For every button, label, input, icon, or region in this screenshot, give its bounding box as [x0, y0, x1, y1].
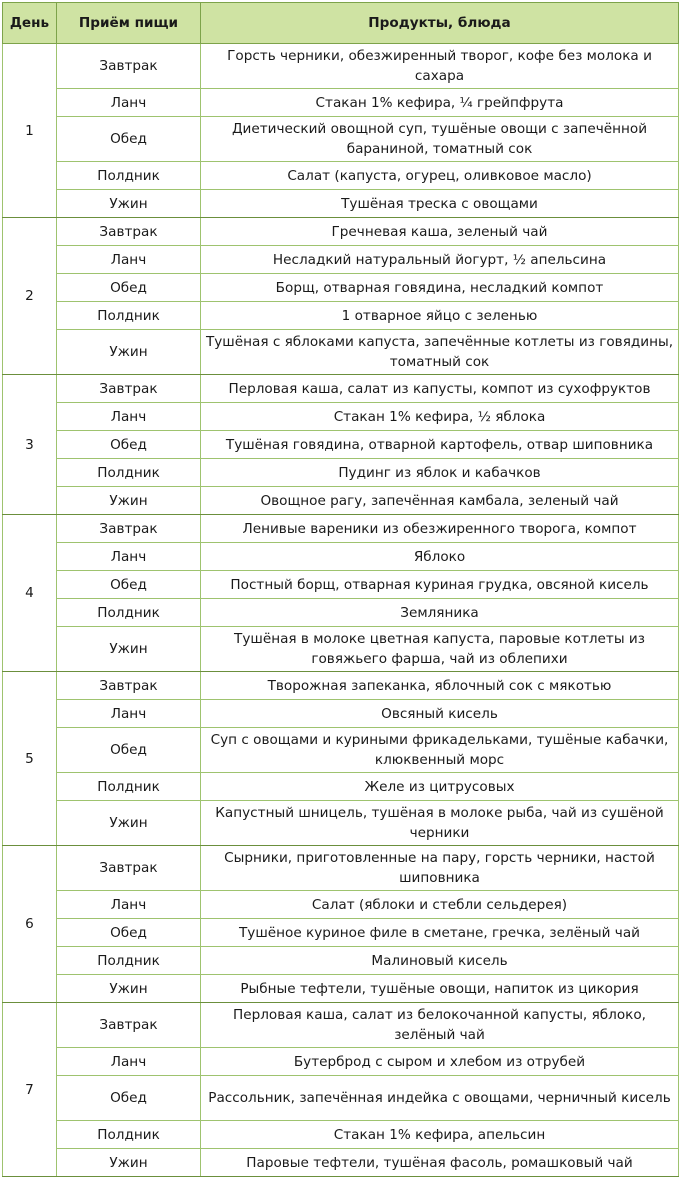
- meal-row: [3, 218, 679, 246]
- meal-row: [3, 1149, 679, 1177]
- meal-food: Рассольник, запечённая индейка с овощами, черничный кисель: [201, 1076, 679, 1121]
- day-number: 2: [3, 218, 57, 375]
- meal-food: Тушёная в молоке цветная капуста, паровые котлеты из говяжьего фарша, чай из облепихи: [201, 627, 679, 672]
- meal-row: [3, 947, 679, 975]
- meal-food: Суп с овощами и куриными фрикадельками, тушёные кабачки, клюквенный морс: [201, 728, 679, 773]
- header-food: Продукты, блюда: [201, 3, 679, 44]
- meal-row: [3, 975, 679, 1003]
- meal-row: [3, 773, 679, 801]
- meal-name: Ланч: [57, 1048, 201, 1076]
- meal-row: [3, 515, 679, 543]
- meal-name: Полдник: [57, 302, 201, 330]
- meal-food: Ленивые вареники из обезжиренного творога, компот: [201, 515, 679, 543]
- meal-food: Гречневая каша, зеленый чай: [201, 218, 679, 246]
- meal-name: Ланч: [57, 246, 201, 274]
- meal-food: Салат (яблоки и стебли сельдерея): [201, 891, 679, 919]
- meal-food: Несладкий натуральный йогурт, ½ апельсина: [201, 246, 679, 274]
- meal-row: [3, 487, 679, 515]
- meal-food: Горсть черники, обезжиренный творог, кофе без молока и сахара: [201, 44, 679, 89]
- meal-name: Полдник: [57, 162, 201, 190]
- meal-food: Тушёная с яблоками капуста, запечённые котлеты из говядины, томатный сок: [201, 330, 679, 375]
- meal-name: Ужин: [57, 975, 201, 1003]
- day-number: 1: [3, 44, 57, 218]
- meal-name: Завтрак: [57, 672, 201, 700]
- meal-food: Овощное рагу, запечённая камбала, зеленый чай: [201, 487, 679, 515]
- meal-name: Завтрак: [57, 44, 201, 89]
- meal-name: Обед: [57, 117, 201, 162]
- meal-food: Земляника: [201, 599, 679, 627]
- meal-name: Ланч: [57, 700, 201, 728]
- weekly-menu-table: [2, 2, 679, 1177]
- meal-food: Борщ, отварная говядина, несладкий компот: [201, 274, 679, 302]
- day-number: 3: [3, 375, 57, 515]
- meal-food: Стакан 1% кефира, апельсин: [201, 1121, 679, 1149]
- meal-row: [3, 403, 679, 431]
- meal-food: Стакан 1% кефира, ½ яблока: [201, 403, 679, 431]
- meal-name: Полдник: [57, 599, 201, 627]
- meal-row: [3, 162, 679, 190]
- meal-food: Малиновый кисель: [201, 947, 679, 975]
- meal-food: Диетический овощной суп, тушёные овощи с запечённой бараниной, томатный сок: [201, 117, 679, 162]
- meal-food: Тушёная говядина, отварной картофель, отвар шиповника: [201, 431, 679, 459]
- meal-row: [3, 246, 679, 274]
- meal-row: [3, 330, 679, 375]
- meal-food: Творожная запеканка, яблочный сок с мякотью: [201, 672, 679, 700]
- meal-food: Овсяный кисель: [201, 700, 679, 728]
- meal-row: [3, 1003, 679, 1048]
- meal-name: Обед: [57, 919, 201, 947]
- meal-name: Ужин: [57, 190, 201, 218]
- day-number: 5: [3, 672, 57, 846]
- meal-food: Капустный шницель, тушёная в молоке рыба, чай из сушёной черники: [201, 801, 679, 846]
- meal-name: Ужин: [57, 330, 201, 375]
- day-number: 4: [3, 515, 57, 672]
- meal-name: Обед: [57, 728, 201, 773]
- meal-row: [3, 891, 679, 919]
- meal-name: Полдник: [57, 947, 201, 975]
- meal-row: [3, 190, 679, 218]
- meal-name: Ужин: [57, 487, 201, 515]
- meal-row: [3, 375, 679, 403]
- meal-food: Стакан 1% кефира, ¼ грейпфрута: [201, 89, 679, 117]
- meal-name: Ужин: [57, 627, 201, 672]
- header-meal: Приём пищи: [57, 3, 201, 44]
- meal-row: [3, 543, 679, 571]
- meal-row: [3, 1121, 679, 1149]
- meal-name: Завтрак: [57, 1003, 201, 1048]
- menu-body: [3, 44, 679, 1177]
- meal-food: Пудинг из яблок и кабачков: [201, 459, 679, 487]
- meal-row: [3, 700, 679, 728]
- meal-food: Тушёное куриное филе в сметане, гречка, зелёный чай: [201, 919, 679, 947]
- meal-food: Салат (капуста, огурец, оливковое масло): [201, 162, 679, 190]
- meal-row: [3, 1076, 679, 1121]
- meal-food: 1 отварное яйцо с зеленью: [201, 302, 679, 330]
- meal-name: Обед: [57, 571, 201, 599]
- meal-row: [3, 1048, 679, 1076]
- meal-food: Яблоко: [201, 543, 679, 571]
- meal-name: Ланч: [57, 403, 201, 431]
- meal-name: Ланч: [57, 891, 201, 919]
- header-day: День: [3, 3, 57, 44]
- meal-name: Ланч: [57, 543, 201, 571]
- meal-name: Ужин: [57, 1149, 201, 1177]
- meal-row: [3, 44, 679, 89]
- meal-name: Завтрак: [57, 375, 201, 403]
- meal-name: Завтрак: [57, 515, 201, 543]
- meal-row: [3, 627, 679, 672]
- meal-name: Ланч: [57, 89, 201, 117]
- meal-food: Перловая каша, салат из белокочанной капусты, яблоко, зелёный чай: [201, 1003, 679, 1048]
- meal-name: Полдник: [57, 459, 201, 487]
- meal-food: Тушёная треска с овощами: [201, 190, 679, 218]
- header-row: [3, 3, 679, 44]
- meal-name: Обед: [57, 1076, 201, 1121]
- meal-row: [3, 599, 679, 627]
- meal-food: Рыбные тефтели, тушёные овощи, напиток из цикория: [201, 975, 679, 1003]
- meal-name: Обед: [57, 431, 201, 459]
- meal-row: [3, 919, 679, 947]
- meal-food: Постный борщ, отварная куриная грудка, овсяной кисель: [201, 571, 679, 599]
- meal-row: [3, 846, 679, 891]
- meal-name: Полдник: [57, 773, 201, 801]
- meal-food: Перловая каша, салат из капусты, компот из сухофруктов: [201, 375, 679, 403]
- meal-name: Полдник: [57, 1121, 201, 1149]
- meal-food: Паровые тефтели, тушёная фасоль, ромашковый чай: [201, 1149, 679, 1177]
- meal-row: [3, 801, 679, 846]
- meal-name: Обед: [57, 274, 201, 302]
- meal-row: [3, 571, 679, 599]
- meal-row: [3, 274, 679, 302]
- meal-row: [3, 459, 679, 487]
- meal-food: Желе из цитрусовых: [201, 773, 679, 801]
- meal-row: [3, 728, 679, 773]
- meal-row: [3, 89, 679, 117]
- meal-food: Бутерброд с сыром и хлебом из отрубей: [201, 1048, 679, 1076]
- day-number: 7: [3, 1003, 57, 1177]
- meal-name: Завтрак: [57, 846, 201, 891]
- meal-row: [3, 672, 679, 700]
- meal-row: [3, 431, 679, 459]
- meal-row: [3, 302, 679, 330]
- meal-row: [3, 117, 679, 162]
- meal-food: Сырники, приготовленные на пару, горсть черники, настой шиповника: [201, 846, 679, 891]
- meal-name: Ужин: [57, 801, 201, 846]
- meal-name: Завтрак: [57, 218, 201, 246]
- day-number: 6: [3, 846, 57, 1003]
